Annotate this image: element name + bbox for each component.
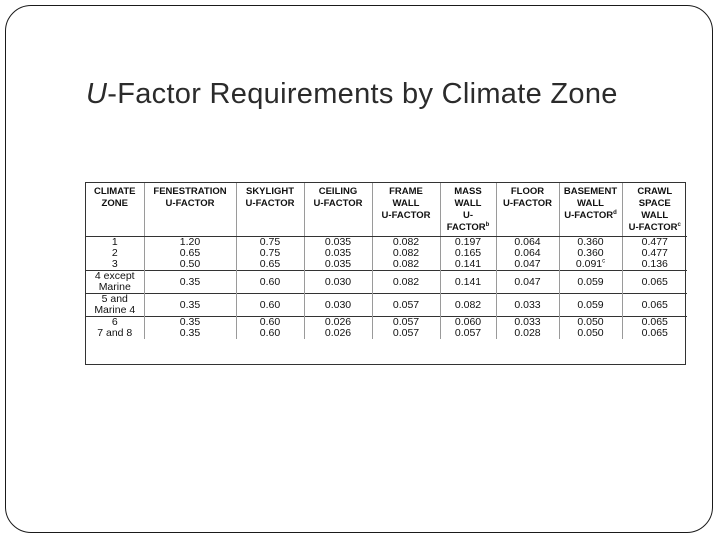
cell-zone: 2 bbox=[111, 247, 118, 259]
header-skylight: SKYLIGHT U-FACTOR bbox=[236, 183, 304, 237]
cell-value: 0.030 bbox=[304, 271, 372, 294]
table-row bbox=[86, 259, 687, 271]
cell-value: 0.035 bbox=[304, 259, 372, 271]
cell-value: 0.047 bbox=[496, 259, 559, 271]
cell-value: 0.082 bbox=[372, 248, 440, 259]
cell-value: 0.035 bbox=[304, 248, 372, 259]
cell-zone: 5 and Marine 4 bbox=[86, 294, 144, 317]
cell-value: 0.059 bbox=[559, 271, 622, 294]
cell-value: 0.028 bbox=[496, 328, 559, 339]
cell-value: 0.35 bbox=[144, 317, 236, 329]
cell-value: 0.059 bbox=[559, 294, 622, 317]
cell-value: 0.047 bbox=[496, 271, 559, 294]
title-text: -Factor Requirements by Climate Zone bbox=[107, 78, 618, 110]
header-crawl-space-wall: CRAWL SPACE WALL U-FACTOR$^c$ bbox=[622, 183, 687, 237]
cell-value: 0.065 bbox=[622, 328, 687, 339]
table-row bbox=[86, 271, 687, 294]
cell-value: 0.091$^c$ bbox=[559, 259, 622, 271]
cell-value: 0.082 bbox=[372, 259, 440, 271]
cell-value: 0.141 bbox=[440, 271, 496, 294]
cell-value: 0.065 bbox=[622, 271, 687, 294]
cell-value: 0.033 bbox=[496, 317, 559, 329]
cell-value: 0.050 bbox=[559, 317, 622, 329]
u-factor-table bbox=[86, 183, 687, 339]
cell-value: 1.20 bbox=[144, 237, 236, 249]
cell-value: 0.197 bbox=[440, 237, 496, 249]
cell-value: 0.165 bbox=[440, 248, 496, 259]
table-row bbox=[86, 294, 687, 317]
cell-value: 0.064 bbox=[496, 237, 559, 249]
cell-value: 0.030 bbox=[304, 294, 372, 317]
cell-zone: 3 bbox=[111, 258, 118, 270]
cell-value: 0.065 bbox=[622, 294, 687, 317]
cell-value: 0.141 bbox=[440, 259, 496, 271]
cell-value: 0.75 bbox=[236, 237, 304, 249]
cell-value: 0.057 bbox=[372, 328, 440, 339]
cell-value: 0.360 bbox=[559, 237, 622, 249]
cell-value: 0.026 bbox=[304, 328, 372, 339]
cell-value: 0.65 bbox=[236, 259, 304, 271]
cell-value: 0.136 bbox=[622, 259, 687, 271]
cell-value: 0.60 bbox=[236, 271, 304, 294]
cell-value: 0.360 bbox=[559, 248, 622, 259]
cell-value: 0.064 bbox=[496, 248, 559, 259]
cell-value: 0.35 bbox=[144, 294, 236, 317]
slide-title bbox=[86, 78, 618, 111]
title-italic-u: U bbox=[86, 78, 108, 110]
cell-value: 0.082 bbox=[440, 294, 496, 317]
cell-value: 0.060 bbox=[440, 317, 496, 329]
cell-value: 0.057 bbox=[372, 294, 440, 317]
table-header-row bbox=[86, 183, 687, 237]
cell-value: 0.35 bbox=[144, 271, 236, 294]
table-row bbox=[86, 328, 687, 339]
cell-value: 0.082 bbox=[372, 237, 440, 249]
cell-value: 0.60 bbox=[236, 317, 304, 329]
cell-value: 0.057 bbox=[372, 317, 440, 329]
cell-value: 0.477 bbox=[622, 237, 687, 249]
header-basement-wall: BASEMENT WALL U-FACTOR$^d$ bbox=[559, 183, 622, 237]
cell-value: 0.60 bbox=[236, 328, 304, 339]
cell-zone: 6 bbox=[86, 317, 144, 329]
cell-value: 0.082 bbox=[372, 271, 440, 294]
header-ceiling: CEILING U-FACTOR bbox=[304, 183, 372, 237]
cell-value: 0.026 bbox=[304, 317, 372, 329]
cell-value: 0.75 bbox=[236, 248, 304, 259]
cell-zone: 7 and 8 bbox=[97, 327, 133, 339]
cell-value: 0.65 bbox=[144, 248, 236, 259]
header-floor: FLOOR U-FACTOR bbox=[496, 183, 559, 237]
cell-value: 0.050 bbox=[559, 328, 622, 339]
cell-value: 0.057 bbox=[440, 328, 496, 339]
cell-value: 0.35 bbox=[144, 328, 236, 339]
cell-value: 0.035 bbox=[304, 237, 372, 249]
cell-value: 0.477 bbox=[622, 248, 687, 259]
header-climate-zone: CLIMATE ZONE bbox=[86, 183, 144, 237]
cell-value: 0.60 bbox=[236, 294, 304, 317]
header-mass-wall: MASS WALL U- FACTOR$^b$ bbox=[440, 183, 496, 237]
cell-zone: 1 bbox=[111, 236, 118, 248]
cell-value: 0.50 bbox=[144, 259, 236, 271]
cell-zone: 4 except Marine bbox=[86, 271, 144, 294]
header-frame-wall: FRAME WALL U-FACTOR bbox=[372, 183, 440, 237]
cell-value: 0.065 bbox=[622, 317, 687, 329]
cell-value: 0.033 bbox=[496, 294, 559, 317]
header-fenestration: FENESTRATION U-FACTOR bbox=[144, 183, 236, 237]
